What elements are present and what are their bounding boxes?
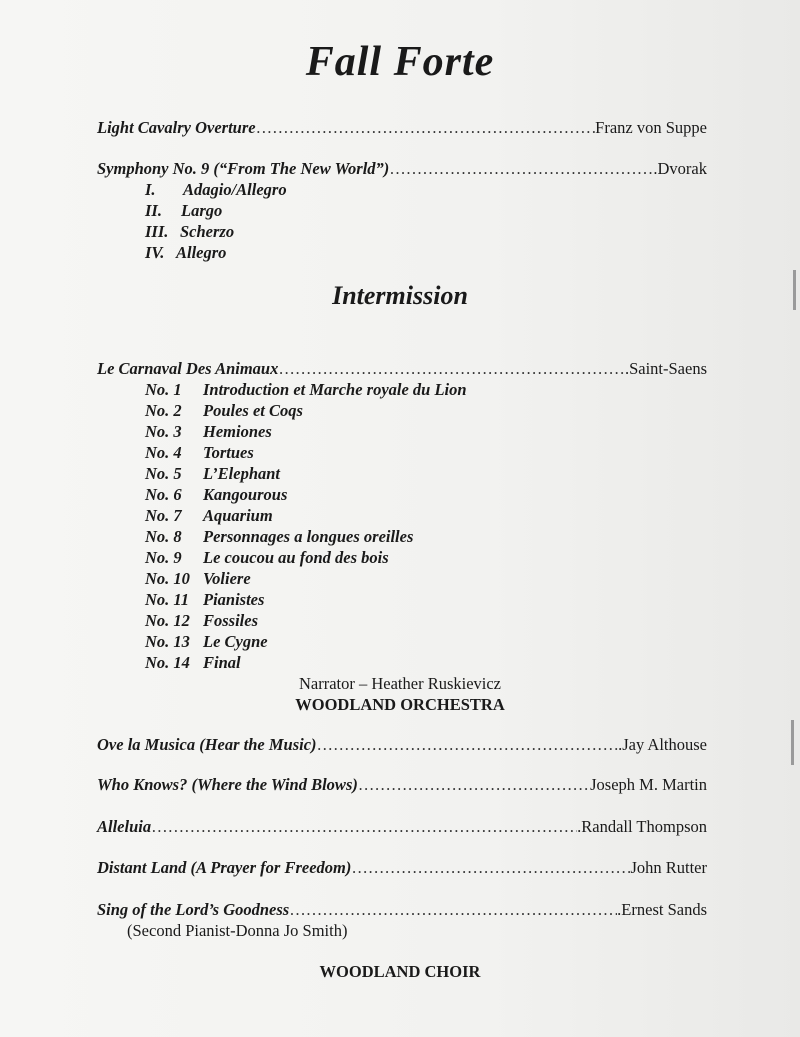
program-entry [97, 159, 707, 179]
composer-name: .Dvorak [653, 159, 707, 178]
piece-title: Light Cavalry Overture [97, 118, 256, 137]
movement-item [145, 443, 254, 463]
movement-item [145, 527, 413, 547]
composer-name: .Saint-Saens [624, 359, 707, 378]
intermission-heading: Intermission [332, 281, 468, 310]
composer-name: Joseph M. Martin [590, 775, 707, 794]
program-entry [97, 900, 707, 920]
movement-name: Allegro [176, 243, 227, 262]
dot-leader [358, 775, 590, 795]
ensemble-name: WOODLAND CHOIR [319, 962, 481, 981]
movement-number: No. 13 [145, 632, 190, 651]
movement-name: Final [203, 653, 241, 672]
movement-name: Le coucou au fond des bois [203, 548, 389, 567]
movement-item [145, 611, 258, 631]
movement-number: No. 8 [145, 527, 182, 546]
program-title: Fall Forte [305, 39, 495, 85]
movement-item [145, 464, 280, 484]
movement-number: No. 12 [145, 611, 190, 630]
piece-title: Ove la Musica (Hear the Music) [97, 735, 317, 754]
program-entry [97, 775, 707, 795]
movement-name: Personnages a longues oreilles [203, 527, 414, 546]
movement-number: No. 9 [145, 548, 182, 567]
movement-name: Voliere [203, 569, 251, 588]
dot-leader [351, 858, 630, 878]
piece-title: Symphony No. 9 (“From The New World”) [97, 159, 390, 178]
movement-name: Le Cygne [203, 632, 268, 651]
movement-number: No. 14 [145, 653, 190, 672]
movement-number: IV. [145, 243, 165, 262]
dot-leader [317, 735, 619, 755]
movement-number: I. [145, 180, 156, 199]
piece-title: Distant Land (A Prayer for Freedom) [97, 858, 352, 877]
movement-name: Introduction et Marche royale du Lion [203, 380, 467, 399]
piece-title: Sing of the Lord’s Goodness [97, 900, 290, 919]
program-entry [97, 858, 707, 878]
movement-name: Aquarium [203, 506, 273, 525]
program-entry [97, 817, 707, 837]
dot-leader [289, 900, 617, 920]
dot-leader [278, 359, 625, 379]
movement-name: Tortues [203, 443, 254, 462]
composer-name: .Randall Thompson [577, 817, 707, 836]
movement-item [145, 506, 273, 526]
piece-title: Alleluia [97, 817, 152, 836]
composer-name: John Rutter [630, 858, 707, 877]
movement-number: No. 5 [145, 464, 182, 483]
movement-number: No. 3 [145, 422, 182, 441]
movement-number: No. 1 [145, 380, 182, 399]
composer-name: Franz von Suppe [595, 118, 707, 137]
movement-name: Largo [181, 201, 223, 220]
movement-name: Hemiones [203, 422, 272, 441]
movement-item [145, 632, 268, 652]
movement-number: No. 11 [145, 590, 190, 609]
movement-item [145, 569, 251, 589]
movement-number: No. 2 [145, 401, 182, 420]
movement-name: Poules et Coqs [203, 401, 303, 420]
movement-item [145, 222, 234, 242]
movement-number: No. 7 [145, 506, 182, 525]
composer-name: .Jay Althouse [618, 735, 707, 754]
dot-leader [389, 159, 653, 179]
movement-item [145, 485, 287, 505]
dot-leader [256, 118, 596, 138]
program-entry [97, 359, 707, 379]
program-entry [97, 735, 707, 755]
second-pianist-credit: (Second Pianist-Donna Jo Smith) [127, 921, 348, 940]
movement-name: Kangourous [203, 485, 288, 504]
movement-item [145, 422, 272, 442]
movement-number: II. [145, 201, 162, 220]
movement-item [145, 201, 222, 221]
movement-number: III. [145, 222, 169, 241]
dot-leader [151, 817, 577, 837]
movement-item [145, 653, 241, 673]
movement-item [145, 548, 389, 568]
piece-title: Le Carnaval Des Animaux [97, 359, 279, 378]
movement-item [145, 180, 287, 200]
movement-name: Pianistes [203, 590, 265, 609]
movement-name: Fossiles [203, 611, 259, 630]
ensemble-name: WOODLAND ORCHESTRA [295, 695, 505, 714]
movement-name: Adagio/Allegro [183, 180, 287, 199]
program-entry [97, 118, 707, 138]
movement-number: No. 10 [145, 569, 190, 588]
composer-name: .Ernest Sands [617, 900, 707, 919]
page-edge-mark [791, 720, 794, 765]
movement-name: Scherzo [180, 222, 235, 241]
narrator-credit: Narrator – Heather Ruskievicz [298, 674, 502, 693]
movement-item [145, 243, 226, 263]
movement-item [145, 380, 467, 400]
movement-number: No. 4 [145, 443, 182, 462]
movement-item [145, 590, 264, 610]
movement-item [145, 401, 303, 421]
piece-title: Who Knows? (Where the Wind Blows) [97, 775, 358, 794]
movement-number: No. 6 [145, 485, 182, 504]
movement-name: L’Elephant [203, 464, 281, 483]
